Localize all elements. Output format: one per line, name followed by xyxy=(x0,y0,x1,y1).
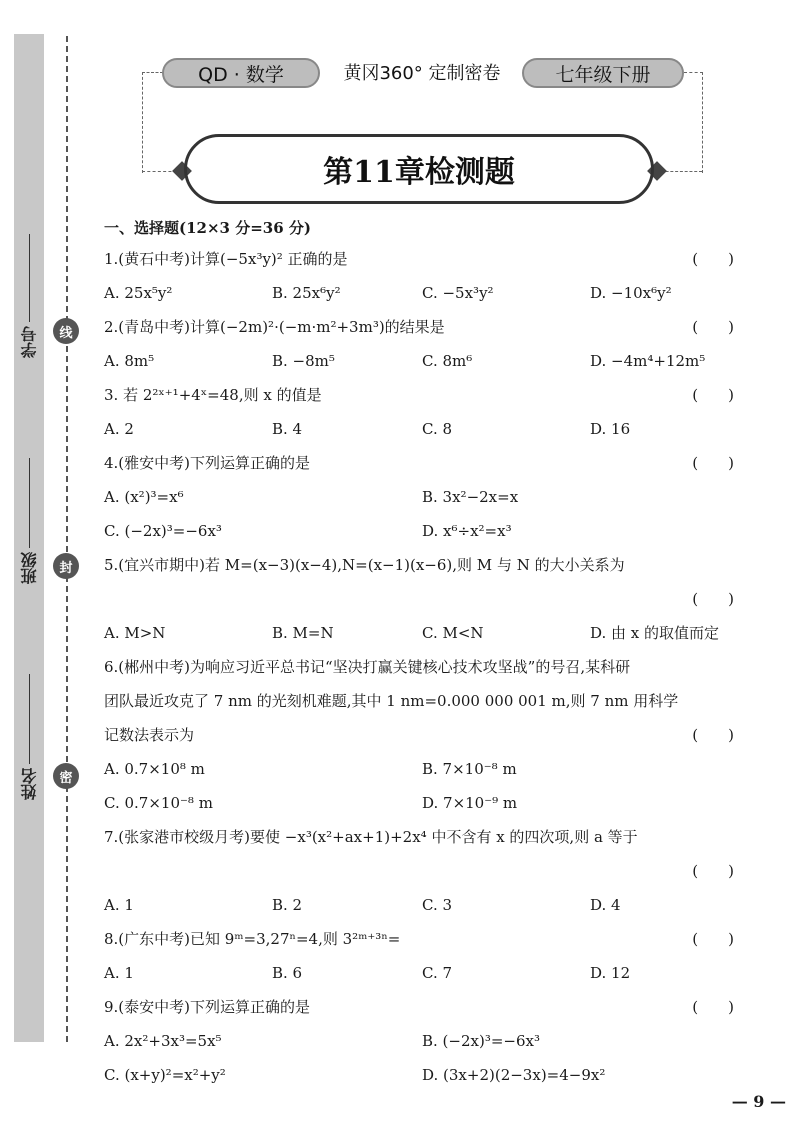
question-5-stem: 5.(宜兴市期中)若 M=(x−3)(x−4),N=(x−1)(x−6),则 M 与 N 的大小关系为 xyxy=(104,556,625,574)
question-9-stem: 9.(泰安中考)下列运算正确的是 xyxy=(104,998,311,1016)
grade-pill: 七年级下册 xyxy=(522,58,684,88)
question-8-stem: 8.(广东中考)已知 9ᵐ=3,27ⁿ=4,则 3²ᵐ⁺³ⁿ= xyxy=(104,930,401,948)
question-3 xyxy=(104,378,734,412)
question-6-options-row1 xyxy=(104,752,734,786)
option-d: D. 7×10⁻⁹ m xyxy=(422,794,518,812)
question-2-stem: 2.(青岛中考)计算(−2m)²·(−m·m²+3m³)的结果是 xyxy=(104,318,445,336)
student-id-blank xyxy=(29,234,30,322)
question-6-stem-line-3 xyxy=(104,718,734,752)
option-b: B. 6 xyxy=(272,964,303,982)
answer-bracket[interactable]: ( ) xyxy=(692,454,734,472)
cut-line xyxy=(66,36,68,1042)
answer-bracket[interactable]: ( ) xyxy=(692,862,734,880)
header-dash-right xyxy=(684,72,703,173)
option-c: C. 3 xyxy=(422,896,453,914)
option-d: D. 4 xyxy=(590,896,621,914)
question-2 xyxy=(104,310,734,344)
option-c: C. −5x³y² xyxy=(422,284,494,302)
option-d: D. 12 xyxy=(590,964,631,982)
option-b: B. 4 xyxy=(272,420,303,438)
name-field xyxy=(14,668,44,800)
answer-bracket[interactable]: ( ) xyxy=(692,386,734,404)
question-4-stem: 4.(雅安中考)下列运算正确的是 xyxy=(104,454,311,472)
question-6-stem-line-1: 6.(郴州中考)为响应习近平总书记“坚决打赢关键核心技术攻坚战”的号召,某科研 xyxy=(104,658,631,676)
question-3-options xyxy=(104,412,734,446)
cut-mark-line: 线 xyxy=(53,318,79,344)
option-c: C. (x+y)²=x²+y² xyxy=(104,1066,226,1084)
question-6-stem-end: 记数法表示为 xyxy=(104,726,195,744)
option-a: A. 2x²+3x³=5x⁵ xyxy=(104,1032,222,1050)
option-b: B. M=N xyxy=(272,624,334,642)
option-a: A. 2 xyxy=(104,420,134,438)
option-b: B. 25x⁶y² xyxy=(272,284,341,302)
page-number: — 9 — xyxy=(731,1092,786,1111)
option-b: B. 7×10⁻⁸ m xyxy=(422,760,517,778)
cut-mark-secret: 密 xyxy=(53,763,79,789)
student-id-label: 学号 xyxy=(19,326,39,358)
option-d: D. −4m⁴+12m⁵ xyxy=(590,352,706,370)
option-a: A. 0.7×10⁸ m xyxy=(104,760,205,778)
question-9-options-row2 xyxy=(104,1058,734,1092)
option-b: B. (−2x)³=−6x³ xyxy=(422,1032,541,1050)
name-blank xyxy=(29,674,30,764)
option-c: C. M<N xyxy=(422,624,484,642)
subject-pill: QD · 数学 xyxy=(162,58,320,88)
option-a: A. 8m⁵ xyxy=(104,352,155,370)
option-c: C. 0.7×10⁻⁸ m xyxy=(104,794,213,812)
series-name: 黄冈360° 定制密卷 xyxy=(343,63,501,84)
chapter-title: 第11章检测题 xyxy=(184,134,654,204)
option-d: D. x⁶÷x²=x³ xyxy=(422,522,512,540)
option-c: C. 8 xyxy=(422,420,453,438)
class-label: 班级 xyxy=(19,552,39,584)
question-4 xyxy=(104,446,734,480)
question-4-options-row2 xyxy=(104,514,734,548)
student-id-field xyxy=(14,228,44,358)
option-a: A. 25x⁵y² xyxy=(104,284,173,302)
option-a: A. (x²)³=x⁶ xyxy=(104,488,184,506)
section-title: 一、选择题(12×3 分=36 分) xyxy=(104,219,311,237)
option-c: C. 7 xyxy=(422,964,453,982)
option-d: D. 16 xyxy=(590,420,631,438)
option-d: D. 由 x 的取值而定 xyxy=(590,624,720,642)
question-1-stem: 1.(黄石中考)计算(−5x³y)² 正确的是 xyxy=(104,250,348,268)
option-a: A. 1 xyxy=(104,896,134,914)
option-a: A. M>N xyxy=(104,624,166,642)
question-6-stem-line-2: 团队最近攻克了 7 nm 的光刻机难题,其中 1 nm=0.000 000 001 m,则 7 nm 用科学 xyxy=(104,692,679,710)
option-b: B. −8m⁵ xyxy=(272,352,335,370)
option-a: A. 1 xyxy=(104,964,134,982)
answer-bracket[interactable]: ( ) xyxy=(692,726,734,744)
option-c: C. 8m⁶ xyxy=(422,352,473,370)
exam-content xyxy=(104,214,734,1092)
answer-bracket[interactable]: ( ) xyxy=(692,930,734,948)
answer-bracket[interactable]: ( ) xyxy=(692,590,734,608)
question-1 xyxy=(104,242,734,276)
option-b: B. 3x²−2x=x xyxy=(422,488,519,506)
question-6-options-row2 xyxy=(104,786,734,820)
option-d: D. −10x⁶y² xyxy=(590,284,672,302)
cut-mark-seal: 封 xyxy=(53,553,79,579)
question-9 xyxy=(104,990,734,1024)
name-label: 姓名 xyxy=(19,768,39,800)
option-d: D. (3x+2)(2−3x)=4−9x² xyxy=(422,1066,606,1084)
question-1-options xyxy=(104,276,734,310)
answer-bracket[interactable]: ( ) xyxy=(692,250,734,268)
question-9-options-row1 xyxy=(104,1024,734,1058)
answer-bracket[interactable]: ( ) xyxy=(692,998,734,1016)
option-b: B. 2 xyxy=(272,896,303,914)
question-7-options xyxy=(104,888,734,922)
question-4-options-row1 xyxy=(104,480,734,514)
question-3-stem: 3. 若 2²ˣ⁺¹+4ˣ=48,则 x 的值是 xyxy=(104,386,322,404)
answer-bracket[interactable]: ( ) xyxy=(692,318,734,336)
question-8 xyxy=(104,922,734,956)
header-dash-left xyxy=(142,72,163,173)
question-2-options xyxy=(104,344,734,378)
question-8-options xyxy=(104,956,734,990)
class-blank xyxy=(29,458,30,548)
option-c: C. (−2x)³=−6x³ xyxy=(104,522,222,540)
question-7-stem: 7.(张家港市校级月考)要使 −x³(x²+ax+1)+2x⁴ 中不含有 x 的四次项,则 a 等于 xyxy=(104,828,638,846)
class-field xyxy=(14,452,44,584)
question-5-options xyxy=(104,616,734,650)
